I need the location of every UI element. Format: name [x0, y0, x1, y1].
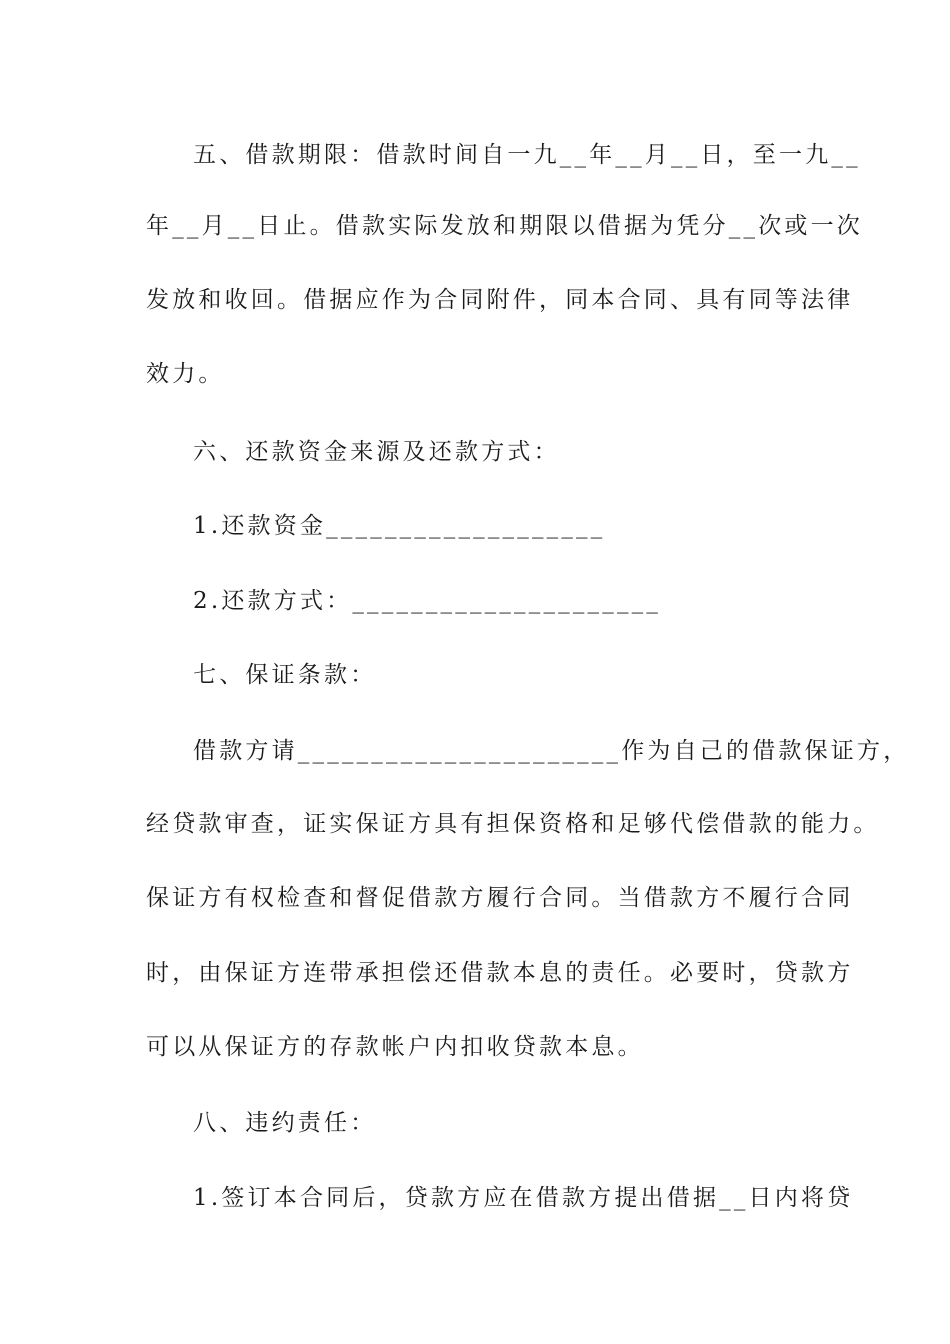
- clause-7-text-line: 保证方有权检查和督促借款方履行合同。当借款方不履行合同: [146, 885, 854, 911]
- clause-5-text-line: 年__月__日止。借款实际发放和期限以借据为凭分__次或一次: [146, 213, 863, 239]
- clause-7-text-line: 经贷款审查，证实保证方具有担保资格和足够代偿借款的能力。: [146, 811, 880, 837]
- clause-6-item-1: 1.还款资金___________________: [193, 513, 606, 539]
- clause-6-heading: 六、还款资金来源及还款方式：: [193, 439, 560, 465]
- clause-8-item-1: 1.签订本合同后，贷款方应在借款方提出借据__日内将贷: [193, 1185, 854, 1211]
- clause-7-text-line: 时，由保证方连带承担偿还借款本息的责任。必要时，贷款方: [146, 960, 854, 986]
- clause-7-text-line: 可以从保证方的存款帐户内扣收贷款本息。: [146, 1034, 644, 1060]
- clause-7-heading: 七、保证条款：: [193, 662, 377, 688]
- clause-5-text-line: 效力。: [146, 361, 225, 387]
- clause-6-item-2: 2.还款方式：_____________________: [193, 588, 662, 614]
- clause-8-heading: 八、违约责任：: [193, 1110, 377, 1136]
- clause-7-text-line: 借款方请______________________作为自己的借款保证方，: [193, 738, 910, 764]
- clause-5-heading-line: 五、借款期限：借款时间自一九__年__月__日，至一九__: [193, 142, 861, 168]
- clause-5-text-line: 发放和收回。借据应作为合同附件，同本合同、具有同等法律: [146, 287, 854, 313]
